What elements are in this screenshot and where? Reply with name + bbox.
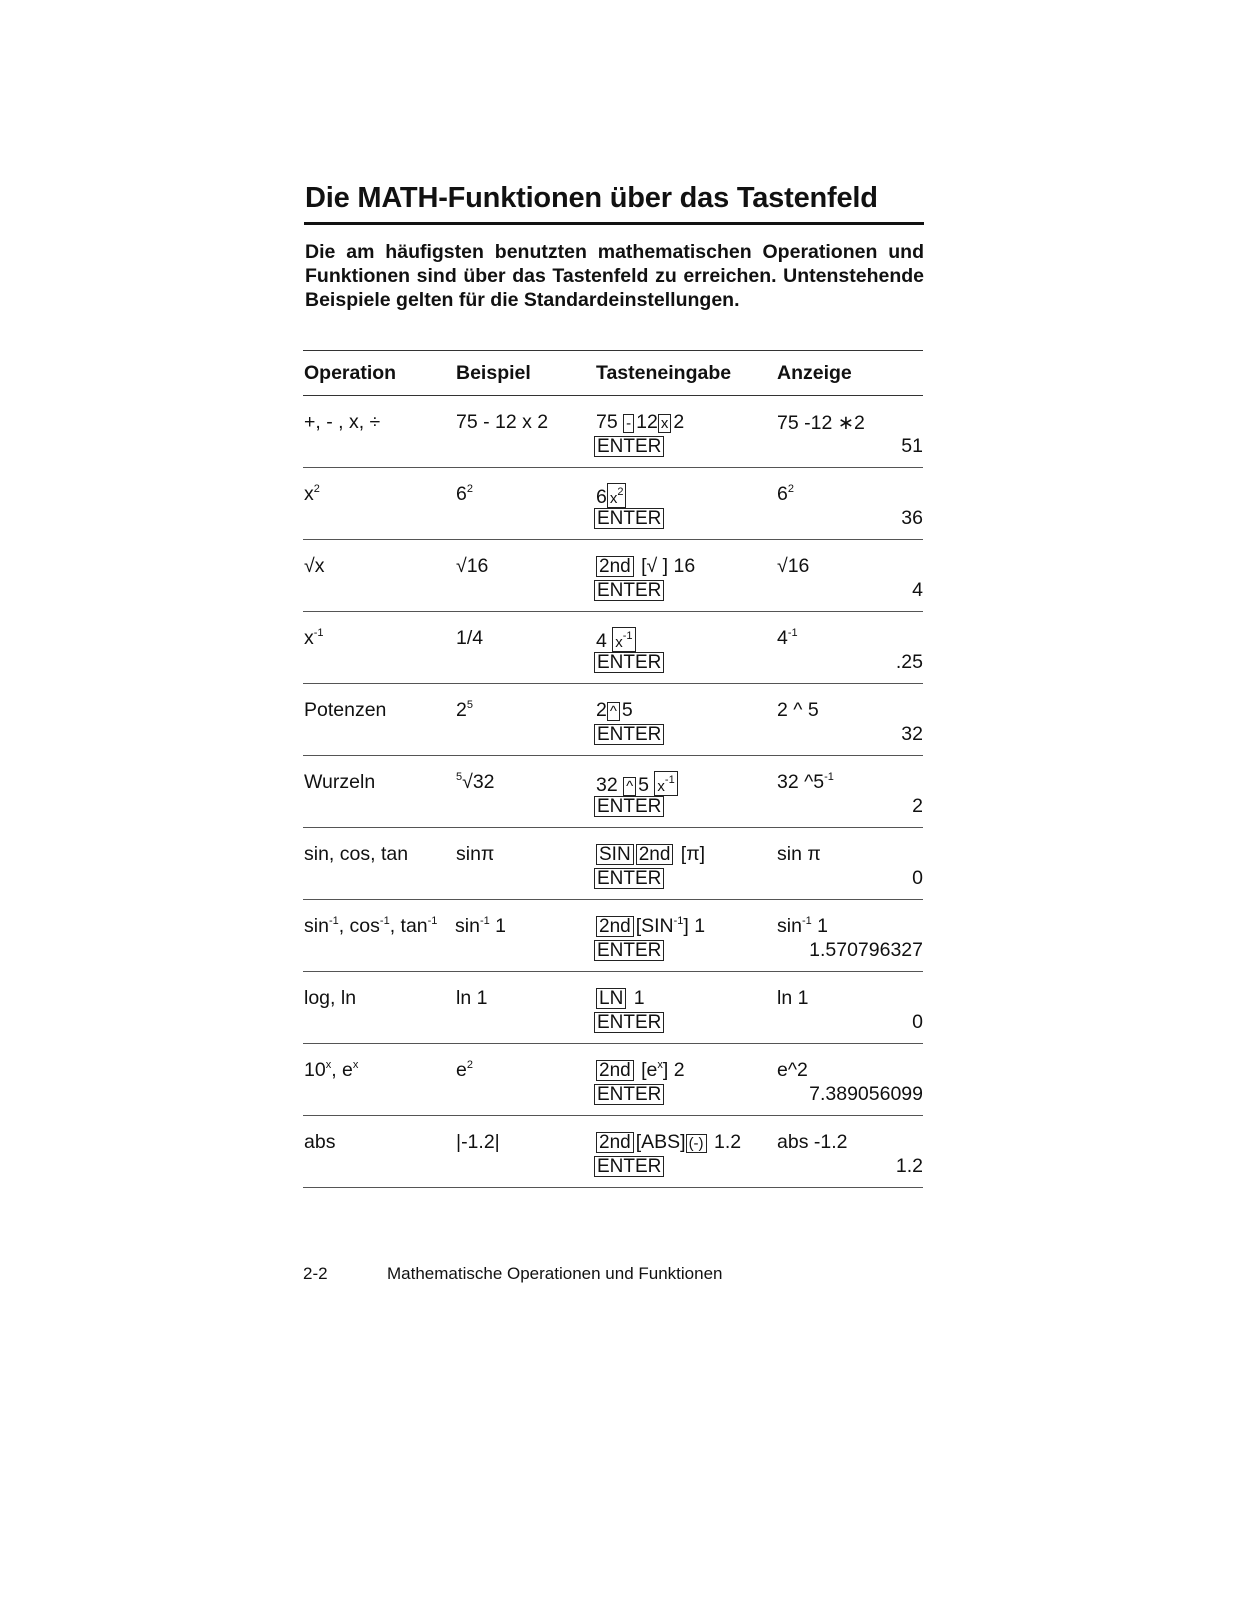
enter-key: ENTER xyxy=(594,508,664,529)
example-cell: ln 1 xyxy=(456,987,488,1009)
table-row xyxy=(303,396,923,468)
display-cell: 75 -12 ∗2 xyxy=(777,412,865,434)
display-cell: 2 ^ 5 xyxy=(777,699,819,721)
example-cell: $6^2$ xyxy=(456,483,473,505)
table-row xyxy=(303,972,923,1044)
header-keys: Tasteneingabe xyxy=(596,362,732,384)
enter-key: ENTER xyxy=(594,724,664,745)
operation-cell: $x^2$ xyxy=(304,483,320,505)
enter-key: ENTER xyxy=(594,868,664,889)
operation-cell: $\sin^{-1}$, $\cos^{-1}$, $\tan^{-1}$ xyxy=(304,915,438,937)
keys-cell: 32 ^ 5 $x^{-1}$ xyxy=(596,771,680,797)
example-cell: |-1.2| xyxy=(456,1131,500,1153)
result-cell: 7.389056099 xyxy=(809,1083,923,1105)
display-cell: $\sin^{-1} 1$ xyxy=(777,915,828,937)
result-cell: 4 xyxy=(912,579,923,601)
minus-key: - xyxy=(623,414,634,433)
display-cell: 32 $\^{}5^{-1}$ xyxy=(777,771,834,793)
example-cell: $\sin^{-1} 1$ xyxy=(455,915,506,937)
sin-key: SIN xyxy=(596,844,634,865)
page-title: Die MATH-Funktionen über das Tastenfeld xyxy=(305,182,878,214)
table-row xyxy=(303,1116,923,1188)
result-cell: 51 xyxy=(901,435,923,457)
table-row xyxy=(303,900,923,972)
math-functions-table xyxy=(303,350,923,1188)
enter-key: ENTER xyxy=(594,436,664,457)
reciprocal-key: $x^{-1}$ xyxy=(654,771,677,796)
second-key: 2nd xyxy=(596,1060,634,1081)
keys-cell: 2nd $[SIN^{-1}]$ 1 xyxy=(596,915,705,938)
keys-cell: 2nd $[e^x]$ 2 xyxy=(596,1059,685,1082)
table-row xyxy=(303,612,923,684)
caret-key: ^ xyxy=(607,702,620,721)
keys-cell: 2 ^ 5 xyxy=(596,699,633,721)
table-row xyxy=(303,756,923,828)
display-cell: ln 1 xyxy=(777,987,809,1009)
result-cell: 36 xyxy=(901,507,923,529)
operation-cell: 10$^x$, $e^x$ xyxy=(304,1059,359,1081)
enter-key: ENTER xyxy=(594,796,664,817)
table-row xyxy=(303,468,923,540)
example-cell: 75 - 12 x 2 xyxy=(456,411,549,433)
second-key: 2nd xyxy=(636,844,674,865)
example-cell: $e^2$ xyxy=(456,1059,473,1081)
table-row xyxy=(303,828,923,900)
example-cell: √16 xyxy=(456,555,489,577)
result-cell: 1.2 xyxy=(895,1155,923,1177)
operation-cell: Potenzen xyxy=(304,699,387,721)
keys-cell: LN 1 xyxy=(596,987,645,1010)
table-row xyxy=(303,1044,923,1116)
ln-key: LN xyxy=(596,988,626,1009)
keys-cell: 2nd [√ ] 16 xyxy=(596,555,695,578)
operation-cell: +, - , x, ÷ xyxy=(304,411,381,433)
example-cell: $2^5$ xyxy=(456,699,473,721)
operation-cell: Wurzeln xyxy=(304,771,376,793)
enter-key: ENTER xyxy=(594,1084,664,1105)
keys-cell: 6 $x^2$ xyxy=(596,483,628,509)
display-cell: abs -1.2 xyxy=(777,1131,848,1153)
example-cell: $^5$√32 xyxy=(456,771,495,793)
intro-paragraph: Die am häufigsten benutzten mathematischen Operationen und Funktionen sind über das Tastenfeld zu erreichen. Untenstehende Beispiele gelten für die Standardeinstellungen. xyxy=(305,241,924,311)
keys-cell: 75 - 12 x 2 xyxy=(596,411,685,433)
enter-key: ENTER xyxy=(594,940,664,961)
keys-cell: 4 $x^{-1}$ xyxy=(596,627,638,653)
display-cell: √16 xyxy=(777,555,810,577)
table-header xyxy=(303,351,923,396)
keys-cell: 2nd [ABS] (-) 1.2 xyxy=(596,1131,741,1154)
table-row xyxy=(303,684,923,756)
result-cell: 32 xyxy=(901,723,923,745)
result-cell: 2 xyxy=(912,795,923,817)
result-cell: 0 xyxy=(912,867,923,889)
operation-cell: log, ln xyxy=(304,987,357,1009)
display-cell: sin π xyxy=(777,843,821,865)
result-cell: .25 xyxy=(895,651,923,673)
operation-cell: sin, cos, tan xyxy=(304,843,409,865)
display-cell: $4^{-1}$ xyxy=(777,627,798,649)
operation-cell: √x xyxy=(304,555,325,577)
operation-cell: abs xyxy=(304,1131,336,1153)
example-cell: 1/4 xyxy=(456,627,484,649)
result-cell: 1.570796327 xyxy=(809,939,923,961)
enter-key: ENTER xyxy=(594,1012,664,1033)
second-key: 2nd xyxy=(596,916,634,937)
display-cell: $6^2$ xyxy=(777,483,794,505)
negative-key: (-) xyxy=(686,1134,707,1153)
header-operation: Operation xyxy=(304,362,397,384)
enter-key: ENTER xyxy=(594,652,664,673)
keys-cell: SIN 2nd [π] xyxy=(596,843,705,866)
operation-cell: $x^{-1}$ xyxy=(304,627,324,649)
reciprocal-key: $x^{-1}$ xyxy=(612,627,635,652)
square-key: $x^2$ xyxy=(607,483,627,508)
table-row xyxy=(303,540,923,612)
second-key: 2nd xyxy=(596,1132,634,1153)
display-cell: e^2 xyxy=(777,1059,808,1081)
enter-key: ENTER xyxy=(594,1156,664,1177)
chapter-title: Mathematische Operationen und Funktionen xyxy=(387,1264,723,1283)
header-example: Beispiel xyxy=(456,362,531,384)
second-key: 2nd xyxy=(596,556,634,577)
title-rule xyxy=(304,222,924,225)
example-cell: sinπ xyxy=(456,843,495,865)
enter-key: ENTER xyxy=(594,580,664,601)
header-display: Anzeige xyxy=(777,362,852,384)
caret-key: ^ xyxy=(623,777,636,796)
result-cell: 0 xyxy=(912,1011,923,1033)
page-number: 2-2 xyxy=(303,1264,328,1283)
multiply-key: x xyxy=(658,414,672,433)
